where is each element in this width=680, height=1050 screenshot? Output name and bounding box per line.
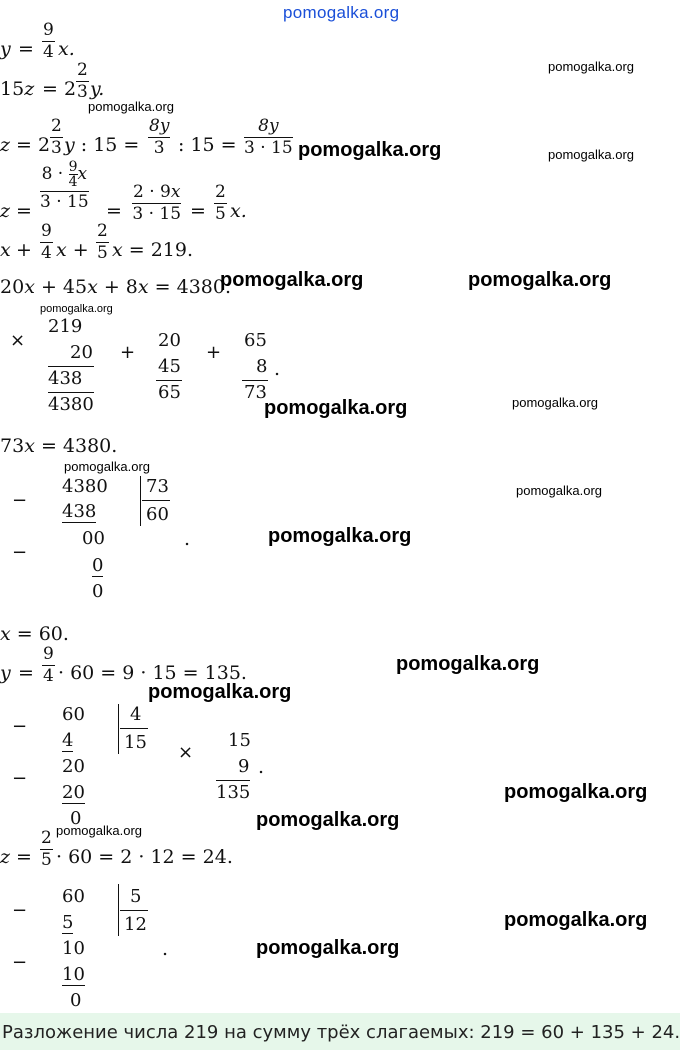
add-operand-a: 20	[158, 330, 181, 351]
mult-operand-b: 9	[238, 756, 250, 777]
watermark: pomogalka.org	[256, 937, 400, 959]
mult-result: 4380	[48, 394, 94, 415]
mult-operand-b: 20	[70, 342, 93, 363]
division-subtrahend: 4	[62, 730, 74, 751]
division-remainder: 0	[70, 808, 82, 829]
watermark: pomogalka.org	[64, 459, 150, 474]
division-remainder: 10	[62, 938, 85, 959]
division-dividend: 4380	[62, 476, 108, 497]
watermark: pomogalka.org	[504, 781, 648, 803]
division-divisor: 4	[130, 704, 142, 725]
watermark: pomogalka.org	[40, 303, 113, 315]
division-remainder: 0	[70, 990, 82, 1011]
watermark: pomogalka.org	[548, 59, 634, 74]
watermark: pomogalka.org	[516, 483, 602, 498]
watermark: pomogalka.org	[268, 525, 412, 547]
division-dividend: 60	[62, 704, 85, 725]
watermark: pomogalka.org	[148, 681, 292, 703]
division-subtrahend: 438	[62, 501, 97, 522]
division-quotient: 12	[124, 914, 147, 935]
mult-operand-a: 15	[228, 730, 251, 751]
watermark: pomogalka.org	[298, 139, 442, 161]
watermark: pomogalka.org	[220, 269, 364, 291]
division-quotient: 60	[146, 504, 169, 525]
watermark: pomogalka.org	[88, 99, 174, 114]
answer-text: Разложение числа 219 на сумму трёх слагаемых: 219 = 60 + 135 + 24.	[2, 1022, 680, 1043]
watermark: pomogalka.org	[548, 147, 634, 162]
mult-result: 135	[216, 782, 251, 803]
add-operand-b: 8	[256, 356, 268, 377]
watermark: pomogalka.org	[396, 653, 540, 675]
division-subtrahend: 0	[92, 555, 104, 576]
watermark: pomogalka.org	[264, 397, 408, 419]
division-remainder: 20	[62, 756, 85, 777]
add-sum: 73	[244, 382, 267, 403]
watermark: pomogalka.org	[504, 909, 648, 931]
watermark-top: pomogalka.org	[283, 3, 400, 22]
watermark: pomogalka.org	[468, 269, 612, 291]
watermark: pomogalka.org	[256, 809, 400, 831]
mult-operand-a: 219	[48, 316, 83, 337]
add-operand-b: 45	[158, 356, 181, 377]
division-subtrahend: 10	[62, 964, 85, 985]
watermark: pomogalka.org	[512, 395, 598, 410]
add-operand-a: 65	[244, 330, 267, 351]
division-quotient: 15	[124, 732, 147, 753]
division-remainder: 00	[82, 528, 105, 549]
mult-partial: 438	[48, 368, 83, 389]
division-remainder: 0	[92, 581, 104, 602]
division-subtrahend: 20	[62, 782, 85, 803]
division-subtrahend: 5	[62, 912, 74, 933]
add-sum: 65	[158, 382, 181, 403]
division-divisor: 5	[130, 886, 142, 907]
division-divisor: 73	[146, 476, 169, 497]
watermark: pomogalka.org	[56, 823, 142, 838]
division-dividend: 60	[62, 886, 85, 907]
answer-banner	[0, 1013, 680, 1050]
